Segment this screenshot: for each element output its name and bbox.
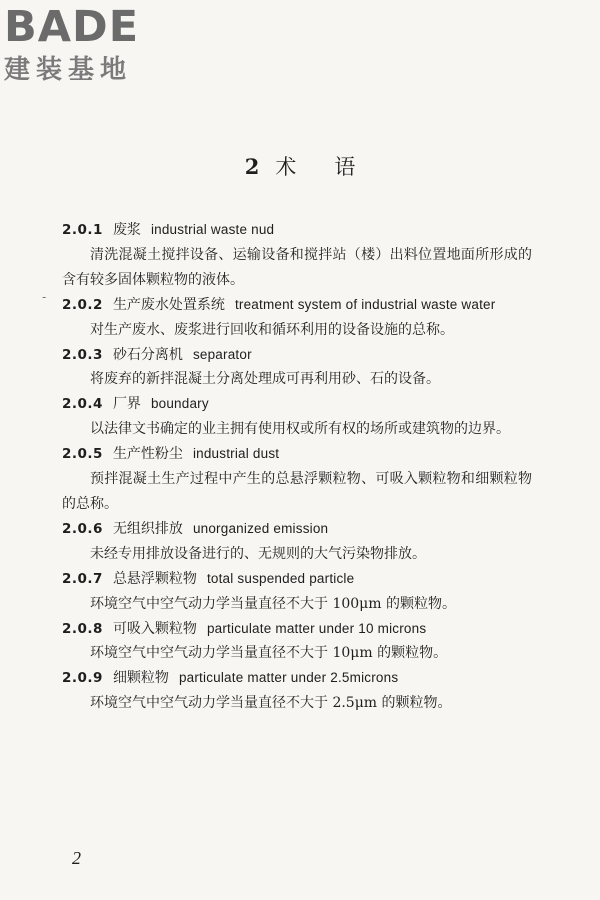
term-chinese: 总悬浮颗粒物 xyxy=(112,570,197,587)
term-chinese: 废浆 xyxy=(112,222,141,238)
term-english: unorganized emission xyxy=(192,520,329,536)
term-entry xyxy=(62,392,532,442)
term-english: industrial dust xyxy=(192,446,280,462)
term-code: 2.0.4 xyxy=(62,396,103,413)
chapter-heading xyxy=(0,152,600,182)
chapter-number: 2 xyxy=(244,154,260,179)
term-definition: 环境空气中空气动力学当量直径不大于 2.5μm 的颗粒物。 xyxy=(90,695,452,712)
term-definition: 对生产废水、废浆进行回收和循环利用的设备设施的总称。 xyxy=(90,321,454,338)
term-chinese: 厂界 xyxy=(112,396,141,413)
term-chinese: 细颗粒物 xyxy=(112,670,169,687)
term-english: separator xyxy=(192,346,252,362)
logo-subtitle: 建装基地 xyxy=(4,55,133,85)
term-entry xyxy=(62,517,532,567)
term-code: 2.0.5 xyxy=(62,446,103,463)
term-english: industrial waste nud xyxy=(150,222,275,237)
term-code: 2.0.2 xyxy=(62,296,103,313)
term-english: total suspended particle xyxy=(206,570,355,586)
term-chinese: 无组织排放 xyxy=(112,520,183,537)
term-code: 2.0.1 xyxy=(62,222,103,238)
term-chinese: 可吸入颗粒物 xyxy=(112,620,197,637)
term-english: boundary xyxy=(150,396,209,412)
term-english: treatment system of industrial waste water xyxy=(234,296,496,312)
term-entry xyxy=(62,617,532,667)
term-chinese: 砂石分离机 xyxy=(112,346,183,363)
term-english: particulate matter under 10 microns xyxy=(206,620,427,636)
term-code: 2.0.3 xyxy=(62,346,103,363)
terms-list xyxy=(62,218,532,716)
term-code: 2.0.6 xyxy=(62,520,103,537)
term-chinese: 生产废水处置系统 xyxy=(112,296,225,313)
term-definition: 预拌混凝土生产过程中产生的总悬浮颗粒物、可吸入颗粒物和细颗粒物的总称。 xyxy=(62,471,532,512)
term-definition: 清洗混凝土搅拌设备、运输设备和搅拌站（楼）出料位置地面所形成的含有较多固体颗粒物的液体。 xyxy=(62,246,532,288)
term-code: 2.0.7 xyxy=(62,570,103,587)
page-number: 2 xyxy=(72,848,81,868)
term-definition: 环境空气中空气动力学当量直径不大于 100μm 的颗粒物。 xyxy=(90,595,456,612)
chapter-title-part1: 术 xyxy=(275,155,297,179)
term-entry xyxy=(62,567,532,617)
term-definition: 未经专用排放设备进行的、无规则的大气污染物排放。 xyxy=(90,545,426,562)
term-entry xyxy=(62,343,532,393)
term-entry xyxy=(62,666,532,716)
margin-mark: - xyxy=(42,290,47,304)
bade-logo xyxy=(4,4,179,86)
term-entry xyxy=(62,293,532,343)
term-entry xyxy=(62,442,532,517)
chapter-title-part2: 语 xyxy=(334,155,356,179)
term-definition: 将废弃的新拌混凝土分离处理成可再利用砂、石的设备。 xyxy=(90,371,440,388)
term-english: particulate matter under 2.5microns xyxy=(178,670,399,686)
term-code: 2.0.8 xyxy=(62,620,103,637)
term-definition: 以法律文书确定的业主拥有使用权或所有权的场所或建筑物的边界。 xyxy=(90,421,510,438)
term-entry xyxy=(62,218,532,293)
term-code: 2.0.9 xyxy=(62,670,103,687)
logo-wordmark: BADE xyxy=(4,2,140,52)
term-chinese: 生产性粉尘 xyxy=(112,446,183,463)
term-definition: 环境空气中空气动力学当量直径不大于 10μm 的颗粒物。 xyxy=(90,645,448,662)
